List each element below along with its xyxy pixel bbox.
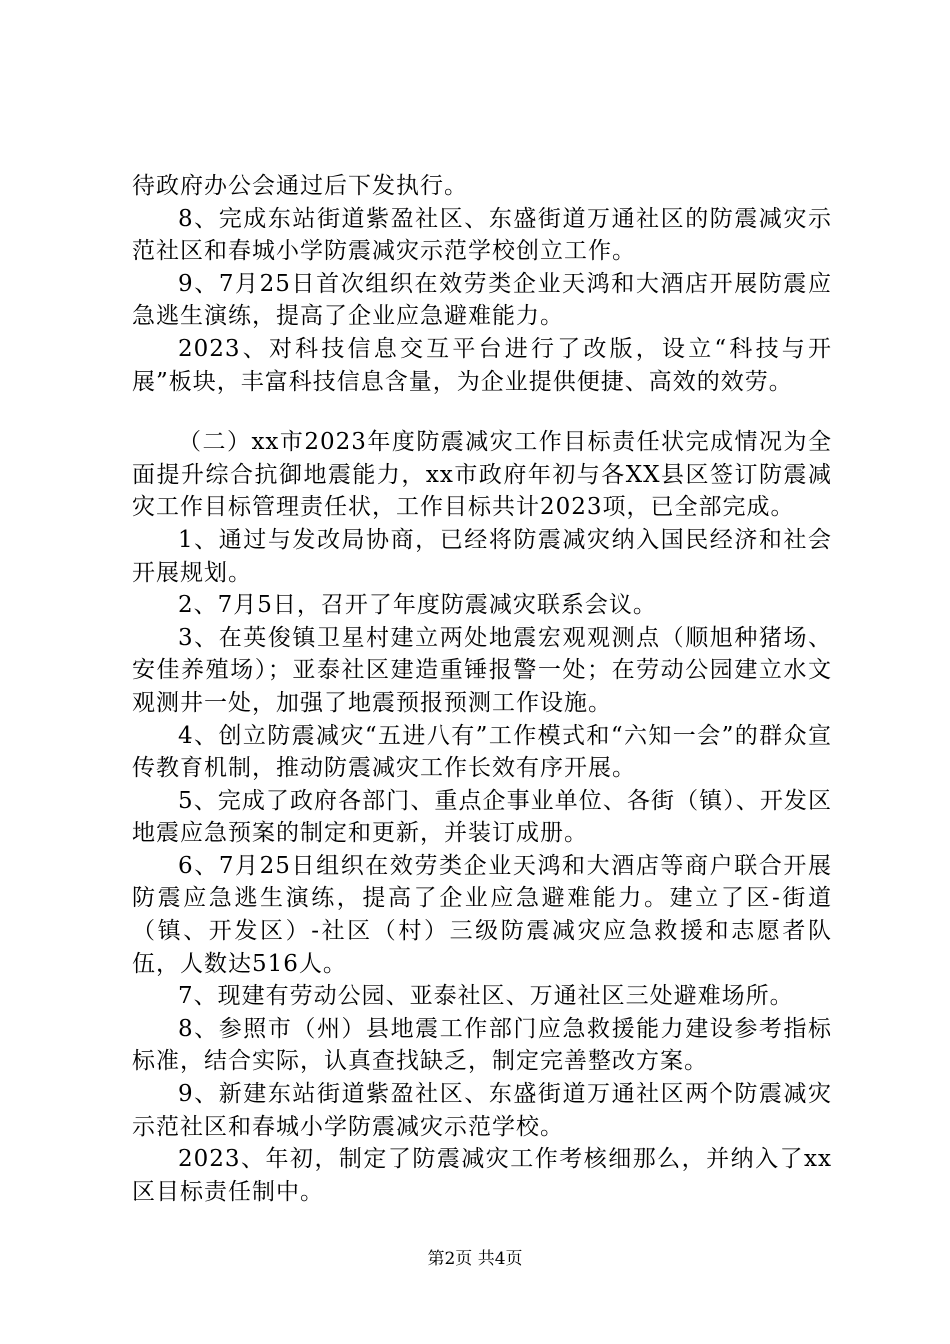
page-number-footer: 第2页 共4页 (427, 1249, 523, 1269)
document-body (132, 170, 832, 1208)
section-gap (132, 398, 832, 426)
list-item-3: 3、在英俊镇卫星村建立两处地震宏观观测点（顺旭种猪场、安佳养殖场）；亚泰社区建造重锤报警一处；在劳动公园建立水文观测井一处，加强了地震预报预测工作设施。 (132, 624, 832, 716)
list-item-2: 2、7月5日，召开了年度防震减灾联系会议。 (178, 592, 657, 619)
list-item-9: 9、新建东站街道紫盈社区、东盛街道万通社区两个防震减灾示范社区和春城小学防震减灾示范学校。 (132, 1081, 832, 1140)
list-item-2023: 2023、年初，制定了防震减灾工作考核细那么，并纳入了xx区目标责任制中。 (132, 1146, 832, 1205)
list-item-4: 4、创立防震减灾“五进八有”工作模式和“六知一会”的群众宣传教育机制，推动防震减灾工作长效有序开展。 (132, 722, 832, 782)
list-item-8: 8、参照市（州）县地震工作部门应急救援能力建设参考指标标准，结合实际，认真查找缺乏，制定完善整改方案。 (132, 1015, 832, 1075)
paragraph-item-2023: 2023、对科技信息交互平台进行了改版，设立“科技与开展”板块，丰富科技信息含量，为企业提供便捷、高效的效劳。 (132, 335, 832, 395)
list-item-5: 5、完成了政府各部门、重点企事业单位、各街（镇）、开发区地震应急预案的制定和更新，并装订成册。 (132, 787, 832, 847)
list-item-6: 6、7月25日组织在效劳类企业天鸿和大酒店等商户联合开展防震应急逃生演练，提高了企业应急避难能力。建立了区-街道（镇、开发区）-社区（村）三级防震减灾应急救援和志愿者队伍，人数达516人。 (132, 852, 832, 977)
list-item-7: 7、现建有劳动公园、亚泰社区、万通社区三处避难场所。 (178, 983, 794, 1010)
paragraph-item-8: 8、完成东站街道紫盈社区、东盛街道万通社区的防震减灾示范社区和春城小学防震减灾示范学校创立工作。 (132, 205, 832, 265)
paragraph-continuation: 待政府办公会通过后下发执行。 (132, 173, 468, 199)
section-heading-2: （二）xx市2023年度防震减灾工作目标责任状完成情况为全面提升综合抗御地震能力，xx市政府年初与各XX县区签订防震减灾工作目标管理责任状，工作目标共计2023项，已全部完成。 (132, 429, 832, 521)
list-item-1: 1、通过与发改局协商，已经将防震减灾纳入国民经济和社会开展规划。 (132, 526, 832, 586)
paragraph-item-9: 9、7月25日首次组织在效劳类企业天鸿和大酒店开展防震应急逃生演练，提高了企业应急避难能力。 (132, 270, 832, 330)
